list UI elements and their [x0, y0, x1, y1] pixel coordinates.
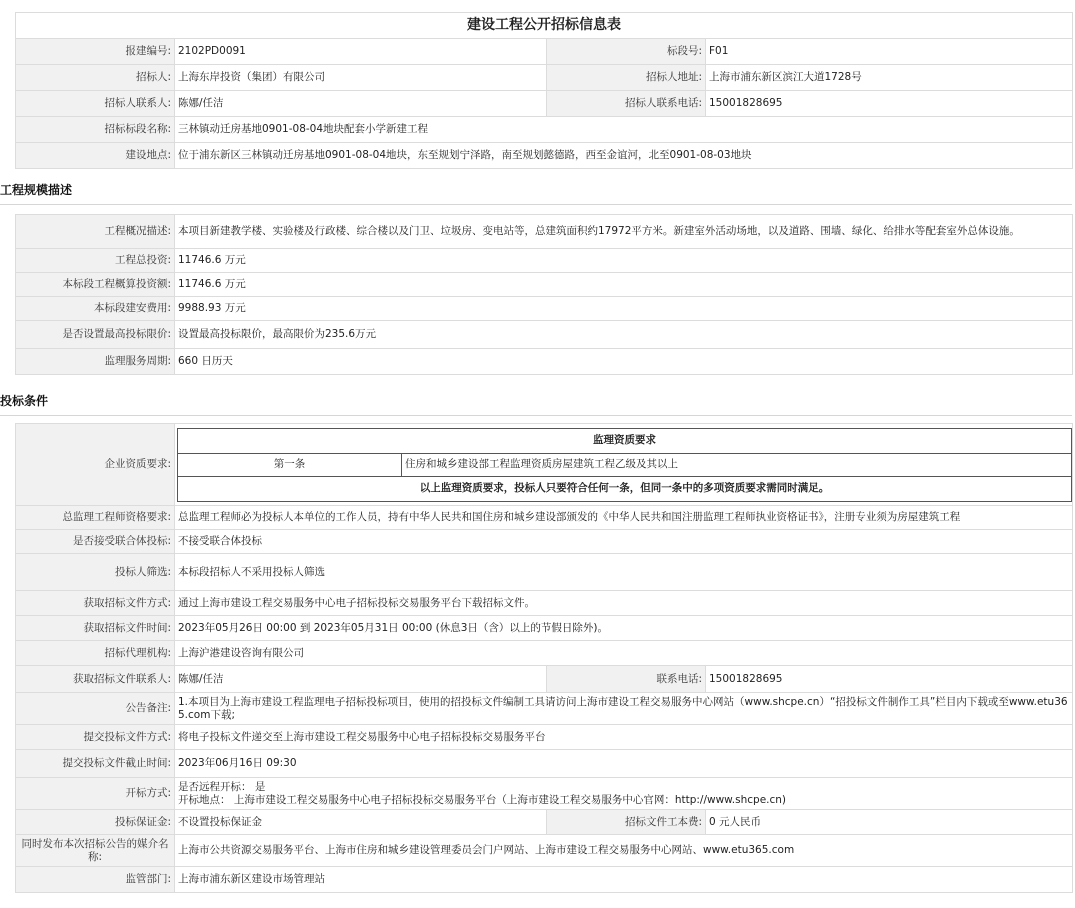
doc-fee-value: 0 元人民币	[706, 810, 1073, 835]
phone-label: 招标人联系电话:	[547, 91, 706, 117]
qualification-note: 以上监理资质要求，投标人只要符合任何一条，但同一条中的多项资质要求需同时满足。	[178, 476, 1072, 501]
qualification-label: 企业资质要求:	[16, 424, 175, 506]
scale-section-heading: 工程规模描述	[0, 182, 1072, 205]
install-cost-value: 9988.93 万元	[175, 297, 1073, 321]
obtain-time-value: 2023年05月26日 00:00 到 2023年05月31日 00:00 (休息3日（含）以上的节假日除外)。	[175, 616, 1073, 641]
media-label: 同时发布本次招标公告的媒介名称:	[16, 835, 175, 867]
qualification-table	[177, 428, 1072, 502]
doc-contact-label: 获取招标文件联系人:	[16, 666, 175, 693]
qualification-cell	[175, 424, 1073, 506]
project-no-value: 2102PD0091	[175, 39, 547, 65]
doc-phone-label: 联系电话:	[547, 666, 706, 693]
contact-value: 陈娜/任洁	[175, 91, 547, 117]
remark-value: 1.本项目为上海市建设工程监理电子招标投标项目，使用的招投标文件编制工具请访问上海市建设工程交易服务中心网站（www.shcpe.cn）“招投标文件制作工具”栏目内下载或至www.etu365.com下载;	[175, 693, 1073, 725]
opening-value	[175, 778, 1073, 810]
total-investment-value: 11746.6 万元	[175, 249, 1073, 273]
opening-remote: 是否远程开标： 是	[178, 780, 266, 793]
qualification-item-number: 第一条	[178, 453, 402, 476]
bond-label: 投标保证金:	[16, 810, 175, 835]
doc-contact-value: 陈娜/任洁	[175, 666, 547, 693]
price-limit-value: 设置最高投标限价，最高限价为235.6万元	[175, 321, 1073, 349]
install-cost-label: 本标段建安费用:	[16, 297, 175, 321]
tenderer-label: 招标人:	[16, 65, 175, 91]
screening-value: 本标段招标人不采用投标人筛选	[175, 554, 1073, 591]
agency-label: 招标代理机构:	[16, 641, 175, 666]
section-name-label: 招标标段名称:	[16, 117, 175, 143]
consortium-value: 不接受联合体投标	[175, 530, 1073, 554]
submit-method-value: 将电子投标文件递交至上海市建设工程交易服务中心电子招标投标交易服务平台	[175, 725, 1073, 750]
obtain-time-label: 获取招标文件时间:	[16, 616, 175, 641]
tenderer-value: 上海东岸投资（集团）有限公司	[175, 65, 547, 91]
overview-label: 工程概况描述:	[16, 215, 175, 249]
section-no-label: 标段号:	[547, 39, 706, 65]
tenderer-addr-label: 招标人地址:	[547, 65, 706, 91]
chief-engineer-value: 总监理工程师必为投标人本单位的工作人员，持有中华人民共和国住房和城乡建设部颁发的《中华人民共和国注册监理工程师执业资格证书》，注册专业须为房屋建筑工程	[175, 506, 1073, 530]
service-period-label: 监理服务周期:	[16, 349, 175, 375]
submit-method-label: 提交投标文件方式:	[16, 725, 175, 750]
opening-label: 开标方式:	[16, 778, 175, 810]
page-title: 建设工程公开招标信息表	[16, 13, 1073, 39]
total-investment-label: 工程总投资:	[16, 249, 175, 273]
qualification-heading: 监理资质要求	[178, 428, 1072, 453]
service-period-value: 660 日历天	[175, 349, 1073, 375]
project-no-label: 报建编号:	[16, 39, 175, 65]
phone-value: 15001828695	[706, 91, 1073, 117]
section-name-value: 三林镇动迁房基地0901-08-04地块配套小学新建工程	[175, 117, 1073, 143]
overview-value: 本项目新建教学楼、实验楼及行政楼、综合楼以及门卫、垃圾房、变电站等，总建筑面积约17972平方米。新建室外活动场地，以及道路、围墙、绿化、给排水等配套室外总体设施。	[175, 215, 1073, 249]
supervisor-value: 上海市浦东新区建设市场管理站	[175, 867, 1073, 893]
deadline-label: 提交投标文件截止时间:	[16, 750, 175, 778]
location-label: 建设地点:	[16, 143, 175, 169]
obtain-method-value: 通过上海市建设工程交易服务中心电子招标投标交易服务平台下载招标文件。	[175, 591, 1073, 616]
location-value: 位于浦东新区三林镇动迁房基地0901-08-04地块，东至规划宁泽路，南至规划懿德路，西至金谊河，北至0901-08-03地块	[175, 143, 1073, 169]
budget-value: 11746.6 万元	[175, 273, 1073, 297]
chief-engineer-label: 总监理工程师资格要求:	[16, 506, 175, 530]
scale-table	[15, 214, 1073, 375]
remark-label: 公告备注:	[16, 693, 175, 725]
screening-label: 投标人筛选:	[16, 554, 175, 591]
tenderer-addr-value: 上海市浦东新区滨江大道1728号	[706, 65, 1073, 91]
deadline-value: 2023年06月16日 09:30	[175, 750, 1073, 778]
section-no-value: F01	[706, 39, 1073, 65]
bond-value: 不设置投标保证金	[175, 810, 547, 835]
supervisor-label: 监管部门:	[16, 867, 175, 893]
media-value: 上海市公共资源交易服务平台、上海市住房和城乡建设管理委员会门户网站、上海市建设工程交易服务中心网站、www.etu365.com	[175, 835, 1073, 867]
obtain-method-label: 获取招标文件方式:	[16, 591, 175, 616]
qualification-item-text: 住房和城乡建设部工程监理资质房屋建筑工程乙级及其以上	[402, 453, 1072, 476]
doc-fee-label: 招标文件工本费:	[547, 810, 706, 835]
conditions-table	[15, 423, 1073, 893]
contact-label: 招标人联系人:	[16, 91, 175, 117]
budget-label: 本标段工程概算投资额:	[16, 273, 175, 297]
conditions-section-heading: 投标条件	[0, 393, 1072, 416]
opening-location: 开标地点： 上海市建设工程交易服务中心电子招标投标交易服务平台（上海市建设工程交易服务中心官网：http://www.shcpe.cn)	[178, 793, 787, 806]
doc-phone-value: 15001828695	[706, 666, 1073, 693]
price-limit-label: 是否设置最高投标限价:	[16, 321, 175, 349]
agency-value: 上海沪港建设咨询有限公司	[175, 641, 1073, 666]
basic-info-table	[15, 12, 1073, 169]
consortium-label: 是否接受联合体投标:	[16, 530, 175, 554]
